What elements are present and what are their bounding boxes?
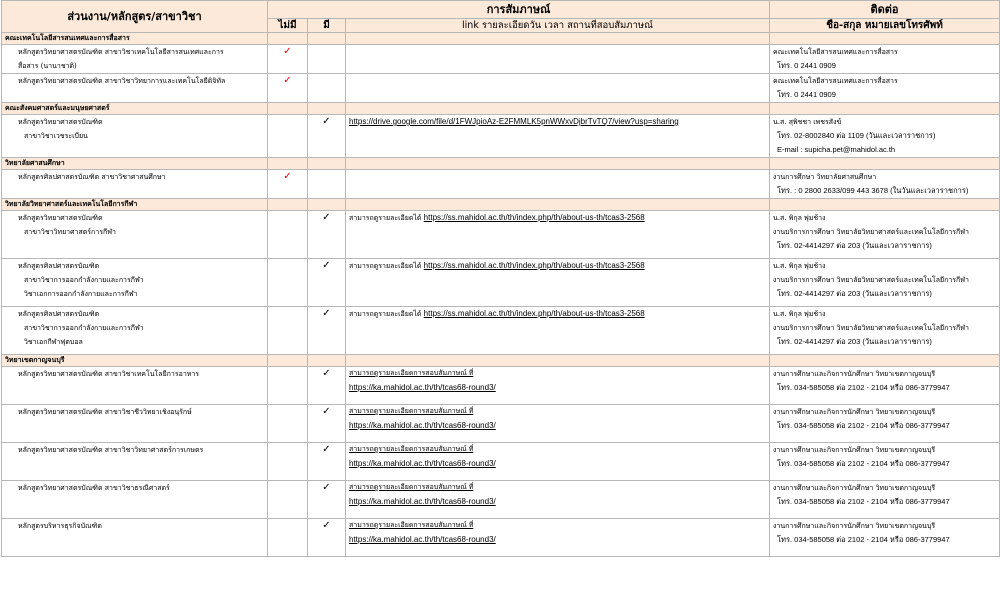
contact-cell bbox=[770, 45, 1000, 74]
section-filler bbox=[346, 355, 770, 367]
section-filler bbox=[268, 355, 308, 367]
check-icon: ✓ bbox=[322, 444, 331, 455]
contact-cell bbox=[770, 443, 1000, 481]
interview-link[interactable]: https://ka.mahidol.ac.th/th/tcas68-round3/ bbox=[349, 383, 496, 392]
program-cell bbox=[2, 481, 268, 519]
table-row bbox=[2, 115, 1000, 158]
contact-cell bbox=[770, 170, 1000, 199]
interview-note-link[interactable]: สามารถดูรายละเอียดการสอบสัมภาษณ์ ที่ bbox=[349, 484, 474, 491]
section-filler bbox=[346, 199, 770, 211]
interview-link[interactable]: https://ss.mahidol.ac.th/th/index.php/th/about-us-th/tcas3-2568 bbox=[423, 261, 645, 270]
program-line: สาขาวิชาการออกกำลังกายและการกีฬา bbox=[24, 324, 144, 332]
program-line: หลักสูตรวิทยาศาสตรบัณฑิต สาขาวิชาวิทยาศาสตร์การเกษตร bbox=[18, 446, 204, 454]
check-icon: ✓ bbox=[322, 406, 331, 417]
program-cell bbox=[2, 45, 268, 74]
no-interview-cell bbox=[268, 367, 308, 405]
contact-name: งานการศึกษาและกิจการนักศึกษา วิทยาเขตกาญจนบุรี bbox=[773, 446, 936, 454]
header-contact-sub: ชื่อ-สกุล หมายเลขโทรศัพท์ bbox=[770, 19, 1000, 33]
program-line: วิชาเอกกีฬาฟุตบอล bbox=[24, 338, 83, 346]
section-row bbox=[2, 355, 1000, 367]
program-cell bbox=[2, 115, 268, 158]
table-row bbox=[2, 211, 1000, 259]
header-link: link รายละเอียดวัน เวลา สถานที่สอบสัมภาษณ์ bbox=[346, 19, 770, 33]
contact-name: น.ส. พิกุล พุ่มช้าง bbox=[773, 310, 826, 318]
no-interview-cell bbox=[268, 115, 308, 158]
link-cell bbox=[346, 170, 770, 199]
section-filler bbox=[346, 33, 770, 45]
section-filler bbox=[268, 103, 308, 115]
program-cell bbox=[2, 170, 268, 199]
program-line: หลักสูตรวิทยาศาสตรบัณฑิต bbox=[18, 214, 103, 222]
program-line: หลักสูตรศิลปศาสตรบัณฑิต สาขาวิชาศาสนศึกษา bbox=[18, 173, 166, 181]
section-filler bbox=[346, 158, 770, 170]
program-line: หลักสูตรวิทยาศาสตรบัณฑิต สาขาวิชาเทคโนโลยีการอาหาร bbox=[18, 370, 200, 378]
has-interview-cell bbox=[308, 74, 346, 103]
table-body bbox=[2, 33, 1000, 557]
link-note: สามารถดูรายละเอียดได้ bbox=[349, 310, 424, 318]
program-line: สาขาวิชาวิทยาศาสตร์การกีฬา bbox=[24, 228, 116, 236]
contact-name: งานบริการการศึกษา วิทยาลัยวิทยาศาสตร์และเทคโนโลยีการกีฬา bbox=[773, 228, 969, 236]
contact-name: น.ส. สุพิชชา เพชรสังข์ bbox=[773, 118, 842, 126]
check-icon: ✓ bbox=[322, 520, 331, 531]
link-cell bbox=[346, 405, 770, 443]
header-contact-title: ติดต่อ bbox=[770, 1, 1000, 19]
program-cell bbox=[2, 211, 268, 259]
contact-name: คณะเทคโนโลยีสารสนเทศและการสื่อสาร bbox=[773, 77, 898, 85]
contact-phone: โทร. 02-4414297 ต่อ 203 (วันและเวลาราชการ) bbox=[777, 289, 932, 298]
link-note: สามารถดูรายละเอียดได้ bbox=[349, 214, 424, 222]
program-line: สื่อสาร (นานาชาติ) bbox=[18, 62, 77, 70]
has-interview-cell bbox=[308, 259, 346, 307]
check-icon: ✓ bbox=[283, 75, 292, 86]
section-filler bbox=[308, 33, 346, 45]
interview-link[interactable]: https://ka.mahidol.ac.th/th/tcas68-round3/ bbox=[349, 535, 496, 544]
contact-cell bbox=[770, 519, 1000, 557]
interview-note-link[interactable]: สามารถดูรายละเอียดการสอบสัมภาษณ์ ที่ bbox=[349, 446, 474, 453]
program-cell bbox=[2, 405, 268, 443]
program-cell bbox=[2, 443, 268, 481]
no-interview-cell bbox=[268, 74, 308, 103]
contact-cell bbox=[770, 307, 1000, 355]
has-interview-cell bbox=[308, 481, 346, 519]
no-interview-cell bbox=[268, 259, 308, 307]
program-cell bbox=[2, 259, 268, 307]
contact-cell bbox=[770, 367, 1000, 405]
section-name: วิทยาลัยวิทยาศาสตร์และเทคโนโลยีการกีฬา bbox=[2, 199, 268, 211]
section-filler bbox=[770, 158, 1000, 170]
program-line: หลักสูตรศิลปศาสตรบัณฑิต bbox=[18, 310, 100, 318]
no-interview-cell bbox=[268, 481, 308, 519]
interview-note-link[interactable]: สามารถดูรายละเอียดการสอบสัมภาษณ์ ที่ bbox=[349, 370, 474, 377]
program-line: หลักสูตรศิลปศาสตรบัณฑิต bbox=[18, 262, 100, 270]
program-cell bbox=[2, 519, 268, 557]
header-no: ไม่มี bbox=[268, 19, 308, 33]
section-name: วิทยาเขตกาญจนบุรี bbox=[2, 355, 268, 367]
program-line: สาขาวิชาเวชระเบียน bbox=[24, 132, 88, 140]
contact-name: น.ส. พิกุล พุ่มช้าง bbox=[773, 214, 826, 222]
table-row bbox=[2, 443, 1000, 481]
section-filler bbox=[308, 355, 346, 367]
check-icon: ✓ bbox=[322, 482, 331, 493]
contact-phone: โทร. 02-4414297 ต่อ 203 (วันและเวลาราชการ) bbox=[777, 337, 932, 346]
section-row bbox=[2, 199, 1000, 211]
check-icon: ✓ bbox=[322, 116, 331, 127]
section-filler bbox=[770, 103, 1000, 115]
program-cell bbox=[2, 307, 268, 355]
contact-phone: โทร. 034-585058 ต่อ 2102 - 2104 หรือ 086-3779947 bbox=[777, 383, 950, 392]
contact-phone: โทร. 034-585058 ต่อ 2102 - 2104 หรือ 086-3779947 bbox=[777, 459, 950, 468]
check-icon: ✓ bbox=[322, 212, 331, 223]
table-row bbox=[2, 481, 1000, 519]
link-note: สามารถดูรายละเอียดได้ bbox=[349, 262, 424, 270]
no-interview-cell bbox=[268, 170, 308, 199]
interview-link[interactable]: https://ss.mahidol.ac.th/th/index.php/th/about-us-th/tcas3-2568 bbox=[423, 309, 645, 318]
check-icon: ✓ bbox=[322, 260, 331, 271]
section-filler bbox=[308, 199, 346, 211]
contact-name: งานการศึกษาและกิจการนักศึกษา วิทยาเขตกาญจนบุรี bbox=[773, 484, 936, 492]
contact-phone: โทร. 02-4414297 ต่อ 203 (วันและเวลาราชการ) bbox=[777, 241, 932, 250]
section-name: คณะสังคมศาสตร์และมนุษยศาสตร์ bbox=[2, 103, 268, 115]
contact-name: งานการศึกษาและกิจการนักศึกษา วิทยาเขตกาญจนบุรี bbox=[773, 408, 936, 416]
section-filler bbox=[308, 158, 346, 170]
program-line: หลักสูตรวิทยาศาสตรบัณฑิต bbox=[18, 118, 103, 126]
has-interview-cell bbox=[308, 115, 346, 158]
section-filler bbox=[268, 158, 308, 170]
section-name: คณะเทคโนโลยีสารสนเทศและการสื่อสาร bbox=[2, 33, 268, 45]
link-block bbox=[349, 367, 766, 395]
has-interview-cell bbox=[308, 405, 346, 443]
table-row bbox=[2, 259, 1000, 307]
no-interview-cell bbox=[268, 211, 308, 259]
header-unit: ส่วนงาน/หลักสูตร/สาขาวิชา bbox=[2, 1, 268, 33]
program-line: สาขาวิชาการออกกำลังกายและการกีฬา bbox=[24, 276, 144, 284]
section-filler bbox=[346, 103, 770, 115]
link-cell bbox=[346, 443, 770, 481]
link-block bbox=[349, 443, 766, 471]
interview-link[interactable]: https://ss.mahidol.ac.th/th/index.php/th/about-us-th/tcas3-2568 bbox=[423, 213, 645, 222]
table-row bbox=[2, 405, 1000, 443]
contact-cell bbox=[770, 211, 1000, 259]
link-cell bbox=[346, 481, 770, 519]
contact-phone: โทร. 034-585058 ต่อ 2102 - 2104 หรือ 086-3779947 bbox=[777, 497, 950, 506]
program-line: หลักสูตรวิทยาศาสตรบัณฑิต สาขาวิชาธรณีศาสตร์ bbox=[18, 484, 170, 492]
link-cell bbox=[346, 211, 770, 259]
link-cell bbox=[346, 367, 770, 405]
interview-link[interactable]: https://drive.google.com/file/d/1FWJpioAz-E2FMMLK5pnWWxvDjbrTvTQ7/view?usp=sharing bbox=[349, 117, 679, 126]
table-row bbox=[2, 170, 1000, 199]
has-interview-cell bbox=[308, 519, 346, 557]
no-interview-cell bbox=[268, 307, 308, 355]
program-line: หลักสูตรวิทยาศาสตรบัณฑิต สาขาวิชาชีววิทยาเชิงอนุรักษ์ bbox=[18, 408, 192, 416]
section-filler bbox=[770, 199, 1000, 211]
contact-phone: โทร. 02-8002840 ต่อ 1109 (วันและเวลาราชการ) bbox=[777, 131, 936, 140]
interview-note-link[interactable]: สามารถดูรายละเอียดการสอบสัมภาษณ์ ที่ bbox=[349, 522, 474, 529]
contact-cell bbox=[770, 405, 1000, 443]
contact-name: งานบริการการศึกษา วิทยาลัยวิทยาศาสตร์และเทคโนโลยีการกีฬา bbox=[773, 324, 969, 332]
link-cell bbox=[346, 74, 770, 103]
program-line: วิชาเอกการออกกำลังกายและการกีฬา bbox=[24, 290, 138, 298]
table-row bbox=[2, 307, 1000, 355]
has-interview-cell bbox=[308, 211, 346, 259]
interview-link[interactable]: https://ka.mahidol.ac.th/th/tcas68-round3/ bbox=[349, 459, 496, 468]
no-interview-cell bbox=[268, 443, 308, 481]
program-line: หลักสูตรบริหารธุรกิจบัณฑิต bbox=[18, 522, 102, 530]
contact-phone: โทร. 034-585058 ต่อ 2102 - 2104 หรือ 086-3779947 bbox=[777, 421, 950, 430]
section-row bbox=[2, 33, 1000, 45]
interview-link[interactable]: https://ka.mahidol.ac.th/th/tcas68-round3/ bbox=[349, 421, 496, 430]
section-filler bbox=[268, 199, 308, 211]
program-line: หลักสูตรวิทยาศาสตรบัณฑิต สาขาวิชาวิทยาการและเทคโนโลยีดิจิทัล bbox=[18, 77, 226, 85]
contact-phone: โทร. : 0 2800 2633/099 443 3678 (ในวันและเวลาราชการ) bbox=[777, 186, 969, 195]
program-cell bbox=[2, 74, 268, 103]
has-interview-cell bbox=[308, 367, 346, 405]
section-row bbox=[2, 158, 1000, 170]
header-yes: มี bbox=[308, 19, 346, 33]
interview-table bbox=[1, 0, 1000, 557]
table-row bbox=[2, 519, 1000, 557]
header-interview: การสัมภาษณ์ bbox=[268, 1, 770, 19]
section-filler bbox=[268, 33, 308, 45]
has-interview-cell bbox=[308, 170, 346, 199]
section-row bbox=[2, 103, 1000, 115]
contact-phone: โทร. 0 2441 0909 bbox=[777, 61, 836, 70]
no-interview-cell bbox=[268, 45, 308, 74]
table-row bbox=[2, 45, 1000, 74]
program-line: หลักสูตรวิทยาศาสตรบัณฑิต สาขาวิชาเทคโนโลยีสารสนเทศและการ bbox=[18, 48, 224, 56]
table-row bbox=[2, 367, 1000, 405]
link-cell bbox=[346, 519, 770, 557]
program-cell bbox=[2, 367, 268, 405]
link-cell bbox=[346, 45, 770, 74]
section-name: วิทยาลัยศาสนศึกษา bbox=[2, 158, 268, 170]
contact-name: งานการศึกษาและกิจการนักศึกษา วิทยาเขตกาญจนบุรี bbox=[773, 370, 936, 378]
contact-phone: E-mail : supicha.pet@mahidol.ac.th bbox=[777, 145, 896, 154]
contact-cell bbox=[770, 481, 1000, 519]
interview-link[interactable]: https://ka.mahidol.ac.th/th/tcas68-round3/ bbox=[349, 497, 496, 506]
contact-name: น.ส. พิกุล พุ่มช้าง bbox=[773, 262, 826, 270]
no-interview-cell bbox=[268, 405, 308, 443]
interview-note-link[interactable]: สามารถดูรายละเอียดการสอบสัมภาษณ์ ที่ bbox=[349, 408, 474, 415]
link-cell bbox=[346, 259, 770, 307]
contact-name: คณะเทคโนโลยีสารสนเทศและการสื่อสาร bbox=[773, 48, 898, 56]
has-interview-cell bbox=[308, 45, 346, 74]
has-interview-cell bbox=[308, 443, 346, 481]
no-interview-cell bbox=[268, 519, 308, 557]
link-block bbox=[349, 405, 766, 433]
contact-cell bbox=[770, 259, 1000, 307]
check-icon: ✓ bbox=[283, 171, 292, 182]
check-icon: ✓ bbox=[322, 368, 331, 379]
section-filler bbox=[770, 355, 1000, 367]
link-cell bbox=[346, 307, 770, 355]
contact-phone: โทร. 0 2441 0909 bbox=[777, 90, 836, 99]
table-row bbox=[2, 74, 1000, 103]
section-filler bbox=[770, 33, 1000, 45]
has-interview-cell bbox=[308, 307, 346, 355]
contact-phone: โทร. 034-585058 ต่อ 2102 - 2104 หรือ 086-3779947 bbox=[777, 535, 950, 544]
contact-name: งานการศึกษาและกิจการนักศึกษา วิทยาเขตกาญจนบุรี bbox=[773, 522, 936, 530]
link-block bbox=[349, 481, 766, 509]
contact-name: งานการศึกษา วิทยาลัยศาสนศึกษา bbox=[773, 173, 877, 181]
check-icon: ✓ bbox=[322, 308, 331, 319]
contact-cell bbox=[770, 115, 1000, 158]
link-block bbox=[349, 519, 766, 547]
link-cell bbox=[346, 115, 770, 158]
section-filler bbox=[308, 103, 346, 115]
check-icon: ✓ bbox=[283, 46, 292, 57]
contact-cell bbox=[770, 74, 1000, 103]
contact-name: งานบริการการศึกษา วิทยาลัยวิทยาศาสตร์และเทคโนโลยีการกีฬา bbox=[773, 276, 969, 284]
